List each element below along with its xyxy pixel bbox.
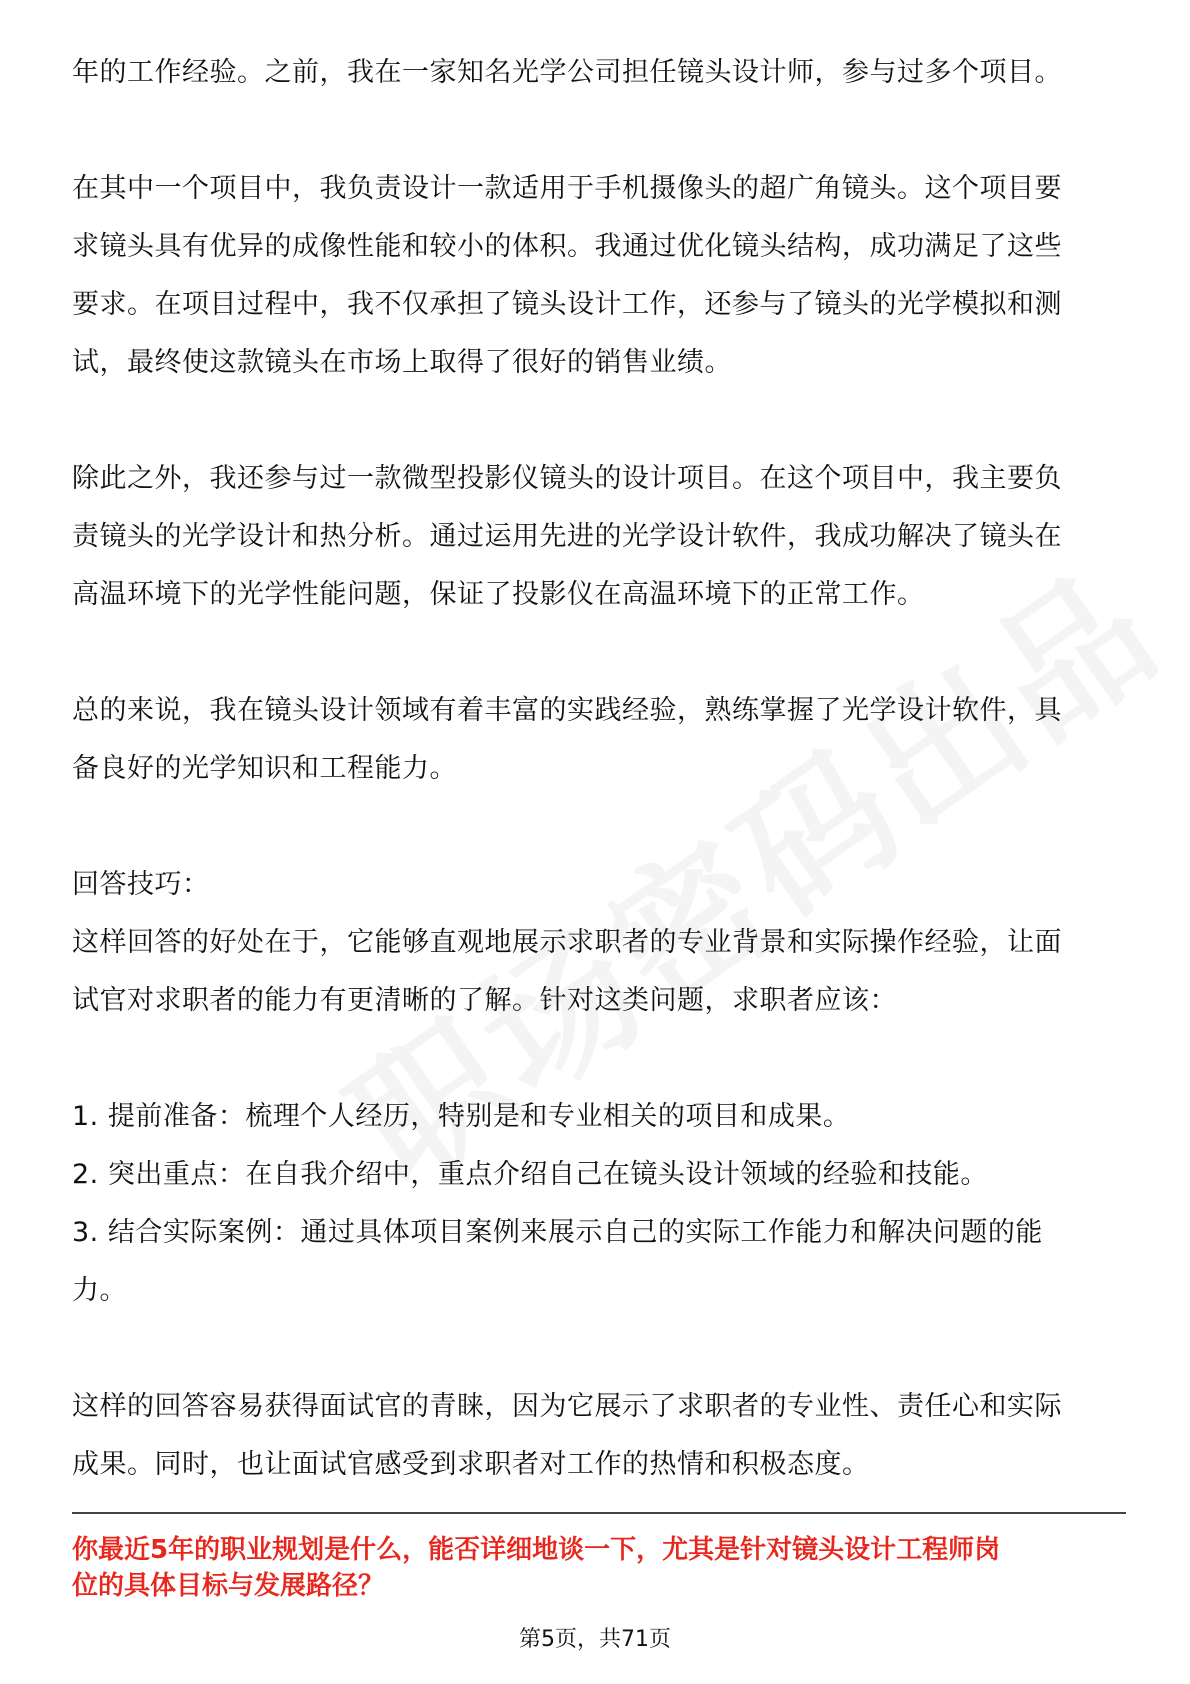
paragraph-line: 试官对求职者的能力有更清晰的了解。针对这类问题，求职者应该：: [72, 985, 897, 1016]
tips-heading: 回答技巧：: [72, 869, 210, 900]
paragraph-line: 责镜头的光学设计和热分析。通过运用先进的光学设计软件，我成功解决了镜头在: [72, 521, 1062, 552]
list-item: 3. 结合实际案例：通过具体项目案例来展示自己的实际工作能力和解决问题的能: [72, 1217, 1043, 1248]
interview-question: [72, 1532, 1126, 1604]
question-line: 位的具体目标与发展路径？: [72, 1571, 385, 1601]
paragraph-line: 在其中一个项目中，我负责设计一款适用于手机摄像头的超广角镜头。这个项目要: [72, 173, 1062, 204]
list-item: 1. 提前准备：梳理个人经历，特别是和专业相关的项目和成果。: [72, 1101, 851, 1132]
paragraph-line: 要求。在项目过程中，我不仅承担了镜头设计工作，还参与了镜头的光学模拟和测: [72, 289, 1062, 320]
paragraph-line: 总的来说，我在镜头设计领域有着丰富的实践经验，熟练掌握了光学设计软件，具: [72, 695, 1062, 726]
paragraph-line: 年的工作经验。之前，我在一家知名光学公司担任镜头设计师，参与过多个项目。: [72, 57, 1062, 88]
paragraph-line: 成果。同时，也让面试官感受到求职者对工作的热情和积极态度。: [72, 1449, 870, 1480]
paragraph-line: 这样的回答容易获得面试官的青睐，因为它展示了求职者的专业性、责任心和实际: [72, 1391, 1062, 1422]
paragraph-line: 试，最终使这款镜头在市场上取得了很好的销售业绩。: [72, 347, 732, 378]
paragraph-line: 备良好的光学知识和工程能力。: [72, 753, 457, 784]
document-body: [72, 44, 1126, 1494]
list-item: 2. 突出重点：在自我介绍中，重点介绍自己在镜头设计领域的经验和技能。: [72, 1159, 988, 1190]
page-number: 第5页，共71页: [519, 1627, 671, 1652]
paragraph-line: 高温环境下的光学性能问题，保证了投影仪在高温环境下的正常工作。: [72, 579, 925, 610]
paragraph-line: 这样回答的好处在于，它能够直观地展示求职者的专业背景和实际操作经验，让面: [72, 927, 1062, 958]
question-line: 你最近5年的职业规划是什么，能否详细地谈一下，尤其是针对镜头设计工程师岗: [72, 1535, 1001, 1565]
list-item: 力。: [72, 1275, 127, 1306]
paragraph-line: 除此之外，我还参与过一款微型投影仪镜头的设计项目。在这个项目中，我主要负: [72, 463, 1062, 494]
paragraph-line: 求镜头具有优异的成像性能和较小的体积。我通过优化镜头结构，成功满足了这些: [72, 231, 1062, 262]
section-divider: [72, 1512, 1126, 1514]
